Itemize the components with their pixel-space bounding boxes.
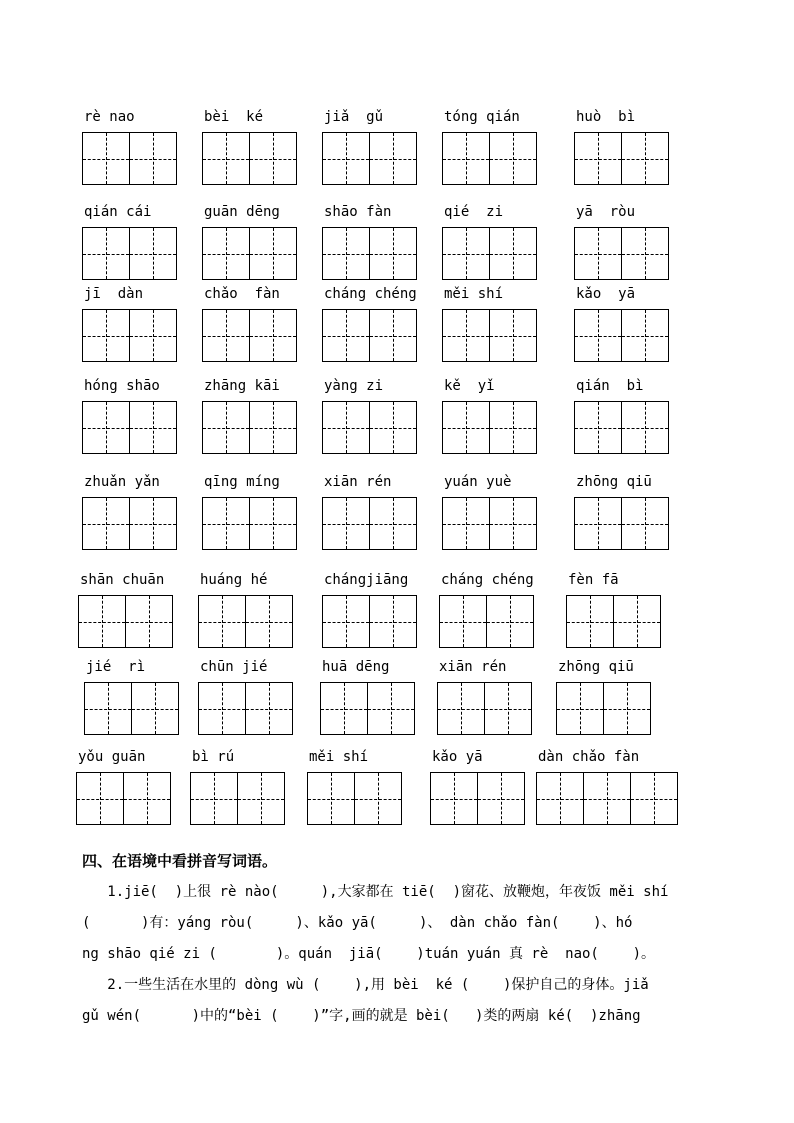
character-box[interactable] — [442, 309, 490, 362]
character-writing-grid[interactable] — [437, 682, 532, 735]
character-box[interactable] — [354, 772, 402, 825]
pinyin-label: rè nao — [84, 109, 135, 125]
character-writing-grid[interactable] — [322, 497, 417, 550]
pinyin-label: chūn jié — [200, 659, 268, 675]
pinyin-label: kě yǐ — [444, 378, 495, 394]
character-box[interactable] — [322, 309, 370, 362]
character-box[interactable] — [82, 401, 130, 454]
character-writing-grid[interactable] — [202, 227, 297, 280]
pinyin-label: fèn fā — [568, 572, 619, 588]
character-box[interactable] — [202, 132, 250, 185]
pinyin-label: yǒu guān — [78, 749, 146, 765]
pinyin-label: tóng qián — [444, 109, 520, 125]
character-writing-grid[interactable] — [439, 595, 534, 648]
character-box[interactable] — [442, 132, 490, 185]
character-box[interactable] — [630, 772, 678, 825]
character-box[interactable] — [574, 132, 622, 185]
character-box[interactable] — [574, 497, 622, 550]
character-writing-grid[interactable] — [574, 227, 669, 280]
character-box[interactable] — [123, 772, 171, 825]
pinyin-label: cháng chéng — [324, 286, 417, 302]
character-box[interactable] — [489, 497, 537, 550]
character-box[interactable] — [125, 595, 173, 648]
character-box[interactable] — [249, 227, 297, 280]
character-box[interactable] — [367, 682, 415, 735]
paragraph-line: gǔ wén( )中的“bèi ( )”字,画的就是 bèi( )类的两扇 ké( )zhāng — [82, 1008, 641, 1024]
pinyin-label: kǎo yā — [576, 286, 636, 302]
character-writing-grid[interactable] — [78, 595, 173, 648]
character-writing-grid[interactable] — [574, 132, 669, 185]
character-box[interactable] — [82, 132, 130, 185]
character-box[interactable] — [442, 401, 490, 454]
character-writing-grid[interactable] — [574, 309, 669, 362]
character-box[interactable] — [484, 682, 532, 735]
character-box[interactable] — [202, 309, 250, 362]
pinyin-label: jiǎ gǔ — [324, 109, 384, 125]
character-box[interactable] — [439, 595, 487, 648]
character-writing-grid[interactable] — [202, 497, 297, 550]
pinyin-label: qīng míng — [204, 474, 280, 490]
character-box[interactable] — [613, 595, 661, 648]
character-box[interactable] — [621, 227, 669, 280]
pinyin-label: zhōng qiū — [558, 659, 634, 675]
character-writing-grid[interactable] — [442, 227, 537, 280]
paragraph-line: ( )有：yáng ròu( )、kǎo yā( )、 dàn chǎo fàn( )、hó — [82, 915, 633, 931]
character-writing-grid[interactable] — [190, 772, 285, 825]
character-box[interactable] — [583, 772, 631, 825]
character-box[interactable] — [574, 401, 622, 454]
character-box[interactable] — [245, 595, 293, 648]
character-box[interactable] — [556, 682, 604, 735]
pinyin-label: qié zi — [444, 204, 504, 220]
character-writing-grid[interactable] — [442, 497, 537, 550]
character-box[interactable] — [129, 227, 177, 280]
character-box[interactable] — [307, 772, 355, 825]
character-writing-grid[interactable] — [566, 595, 661, 648]
character-writing-grid[interactable] — [202, 132, 297, 185]
pinyin-label: xiān rén — [324, 474, 392, 490]
character-box[interactable] — [322, 132, 370, 185]
character-box[interactable] — [621, 497, 669, 550]
character-writing-grid[interactable] — [430, 772, 525, 825]
section-title: 四、在语境中看拼音写词语。 — [82, 852, 278, 870]
character-box[interactable] — [322, 595, 370, 648]
character-writing-grid[interactable] — [536, 772, 678, 825]
character-writing-grid[interactable] — [82, 497, 177, 550]
character-box[interactable] — [621, 401, 669, 454]
character-box[interactable] — [369, 497, 417, 550]
character-box[interactable] — [249, 309, 297, 362]
character-writing-grid[interactable] — [82, 132, 177, 185]
character-box[interactable] — [489, 309, 537, 362]
character-writing-grid[interactable] — [322, 132, 417, 185]
character-box[interactable] — [536, 772, 584, 825]
character-writing-grid[interactable] — [322, 227, 417, 280]
character-writing-grid[interactable] — [574, 401, 669, 454]
pinyin-label: yā ròu — [576, 204, 636, 220]
character-writing-grid[interactable] — [320, 682, 415, 735]
pinyin-label: zhuǎn yǎn — [84, 474, 160, 490]
character-box[interactable] — [129, 309, 177, 362]
character-box[interactable] — [621, 309, 669, 362]
character-writing-grid[interactable] — [198, 595, 293, 648]
character-box[interactable] — [237, 772, 285, 825]
character-box[interactable] — [320, 682, 368, 735]
character-box[interactable] — [566, 595, 614, 648]
pinyin-label: měi shí — [444, 286, 504, 302]
character-box[interactable] — [369, 595, 417, 648]
character-box[interactable] — [245, 682, 293, 735]
pinyin-label: qián bì — [576, 378, 644, 394]
character-writing-grid[interactable] — [202, 401, 297, 454]
character-box[interactable] — [369, 401, 417, 454]
character-writing-grid[interactable] — [82, 401, 177, 454]
character-box[interactable] — [430, 772, 478, 825]
character-box[interactable] — [322, 401, 370, 454]
character-box[interactable] — [437, 682, 485, 735]
character-writing-grid[interactable] — [202, 309, 297, 362]
character-box[interactable] — [489, 227, 537, 280]
paragraph-line: 1.jiē( )上很 rè nào( ),大家都在 tiē( )窗花、放鞭炮，年夜饭 měi shí — [82, 884, 669, 900]
character-box[interactable] — [603, 682, 651, 735]
character-writing-grid[interactable] — [322, 401, 417, 454]
pinyin-label: guān dēng — [204, 204, 280, 220]
pinyin-label: yuán yuè — [444, 474, 512, 490]
character-box[interactable] — [76, 772, 124, 825]
pinyin-label: kǎo yā — [432, 749, 483, 765]
pinyin-label: xiān rén — [439, 659, 507, 675]
character-box[interactable] — [84, 682, 132, 735]
character-box[interactable] — [322, 227, 370, 280]
character-box[interactable] — [202, 227, 250, 280]
pinyin-label: zhōng qiū — [576, 474, 652, 490]
character-writing-grid[interactable] — [82, 227, 177, 280]
pinyin-label: huò bì — [576, 109, 636, 125]
pinyin-label: chángjiāng — [324, 572, 409, 588]
character-writing-grid[interactable] — [574, 497, 669, 550]
character-writing-grid[interactable] — [307, 772, 402, 825]
character-box[interactable] — [369, 132, 417, 185]
pinyin-label: shāo fàn — [324, 204, 392, 220]
pinyin-label: měi shí — [309, 749, 369, 765]
character-box[interactable] — [129, 401, 177, 454]
character-box[interactable] — [202, 497, 250, 550]
character-box[interactable] — [131, 682, 179, 735]
character-box[interactable] — [190, 772, 238, 825]
character-box[interactable] — [249, 401, 297, 454]
character-box[interactable] — [198, 682, 246, 735]
character-writing-grid[interactable] — [442, 132, 537, 185]
character-box[interactable] — [574, 227, 622, 280]
character-writing-grid[interactable] — [556, 682, 651, 735]
pinyin-label: huā dēng — [322, 659, 390, 675]
character-box[interactable] — [249, 132, 297, 185]
character-writing-grid[interactable] — [82, 309, 177, 362]
pinyin-label: cháng chéng — [441, 572, 534, 588]
character-box[interactable] — [78, 595, 126, 648]
pinyin-label: dàn chǎo fàn — [538, 749, 640, 765]
pinyin-label: hóng shāo — [84, 378, 160, 394]
character-writing-grid[interactable] — [76, 772, 171, 825]
pinyin-label: zhāng kāi — [204, 378, 280, 394]
pinyin-label: bì rú — [192, 749, 235, 765]
paragraph-line: 2.一些生活在水里的 dòng wù ( ),用 bèi ké ( )保护自己的身体。jiǎ — [82, 977, 649, 993]
character-box[interactable] — [489, 401, 537, 454]
character-writing-grid[interactable] — [322, 309, 417, 362]
character-box[interactable] — [369, 227, 417, 280]
character-writing-grid[interactable] — [442, 401, 537, 454]
character-box[interactable] — [202, 401, 250, 454]
pinyin-label: huáng hé — [200, 572, 268, 588]
pinyin-label: bèi ké — [204, 109, 264, 125]
character-box[interactable] — [249, 497, 297, 550]
character-box[interactable] — [82, 309, 130, 362]
pinyin-label: qián cái — [84, 204, 152, 220]
pinyin-label: shān chuān — [80, 572, 165, 588]
character-box[interactable] — [442, 227, 490, 280]
character-box[interactable] — [621, 132, 669, 185]
pinyin-label: jié rì — [86, 659, 146, 675]
character-box[interactable] — [82, 497, 130, 550]
character-box[interactable] — [198, 595, 246, 648]
character-writing-grid[interactable] — [322, 595, 417, 648]
character-writing-grid[interactable] — [442, 309, 537, 362]
character-box[interactable] — [486, 595, 534, 648]
pinyin-label: yàng zi — [324, 378, 384, 394]
character-box[interactable] — [129, 132, 177, 185]
character-box[interactable] — [129, 497, 177, 550]
character-box[interactable] — [322, 497, 370, 550]
paragraph-line: ng shāo qié zi ( )。quán jiā( )tuán yuán 真 rè nao( )。 — [82, 946, 656, 962]
character-writing-grid[interactable] — [84, 682, 179, 735]
character-box[interactable] — [489, 132, 537, 185]
pinyin-label: jī dàn — [84, 286, 144, 302]
character-box[interactable] — [477, 772, 525, 825]
character-box[interactable] — [82, 227, 130, 280]
character-writing-grid[interactable] — [198, 682, 293, 735]
character-box[interactable] — [369, 309, 417, 362]
character-box[interactable] — [574, 309, 622, 362]
character-box[interactable] — [442, 497, 490, 550]
pinyin-label: chǎo fàn — [204, 286, 280, 302]
